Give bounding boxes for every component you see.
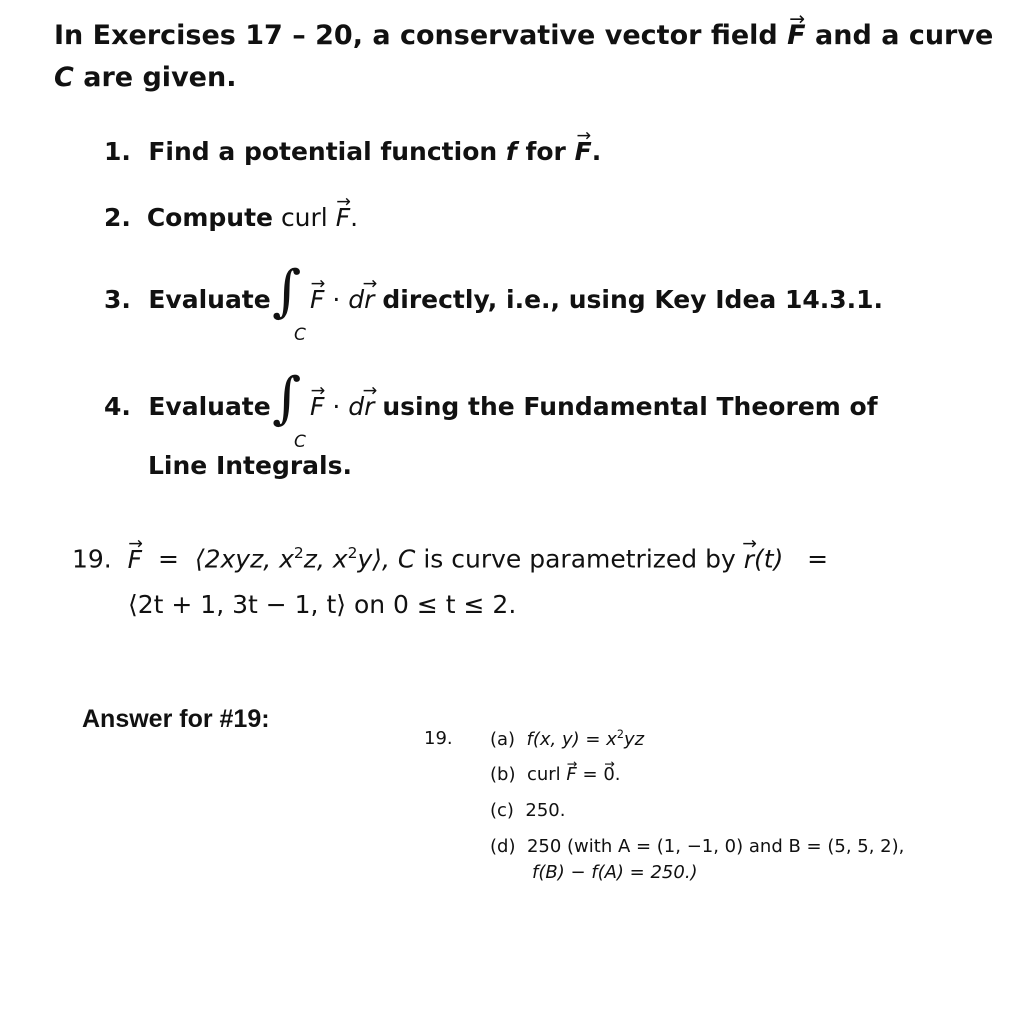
- task-2: 2. Compute curl → F.: [104, 203, 358, 232]
- vector-F: → F: [787, 20, 805, 51]
- task-3: 3. Evaluate: [104, 285, 271, 314]
- task-4-integrand: → F · d→ r using the Fundamental Theorem of: [310, 392, 878, 421]
- exercise-19-line-2: ⟨2t + 1, 3t − 1, t⟩ on 0 ≤ t ≤ 2.: [128, 590, 517, 619]
- exercise-19-line-1: 19. → F = ⟨2xyz, $x^2z$, $x^2y⟩$, C is curve parametrized by → r(t) =: [72, 544, 828, 574]
- integral-subscript: C: [294, 432, 306, 452]
- task-4: 4. Evaluate: [104, 392, 271, 421]
- integral-subscript: C: [294, 325, 306, 345]
- integral-sign: ∫: [272, 259, 302, 324]
- answer-d-line-2: f(B) − f(A) = 250.): [532, 862, 698, 883]
- integral-sign: ∫: [272, 366, 302, 431]
- intro-line-1: In Exercises 17 – 20, a conservative vector field → F and a curve: [54, 20, 993, 51]
- task-1: 1. Find a potential function f for → F.: [104, 137, 601, 166]
- intro-line-2: C are given.: [54, 62, 237, 93]
- task-4-line-2: Line Integrals.: [148, 451, 353, 480]
- answer-label: Answer for #19:: [82, 705, 270, 733]
- answer-b: (b) curl → F = → 0.: [490, 764, 621, 785]
- answer-a: (a) f(x, $y) = x^2yz$: [490, 728, 645, 750]
- task-3-integrand: → F · d→ r directly, i.e., using Key Idea 14.3.1.: [310, 285, 883, 314]
- answer-c: (c) 250.: [490, 800, 566, 821]
- answer-d: (d) 250 (with A = (1, −1, 0) and B = (5, 5, 2),: [490, 836, 905, 857]
- answer-number: 19.: [424, 728, 453, 749]
